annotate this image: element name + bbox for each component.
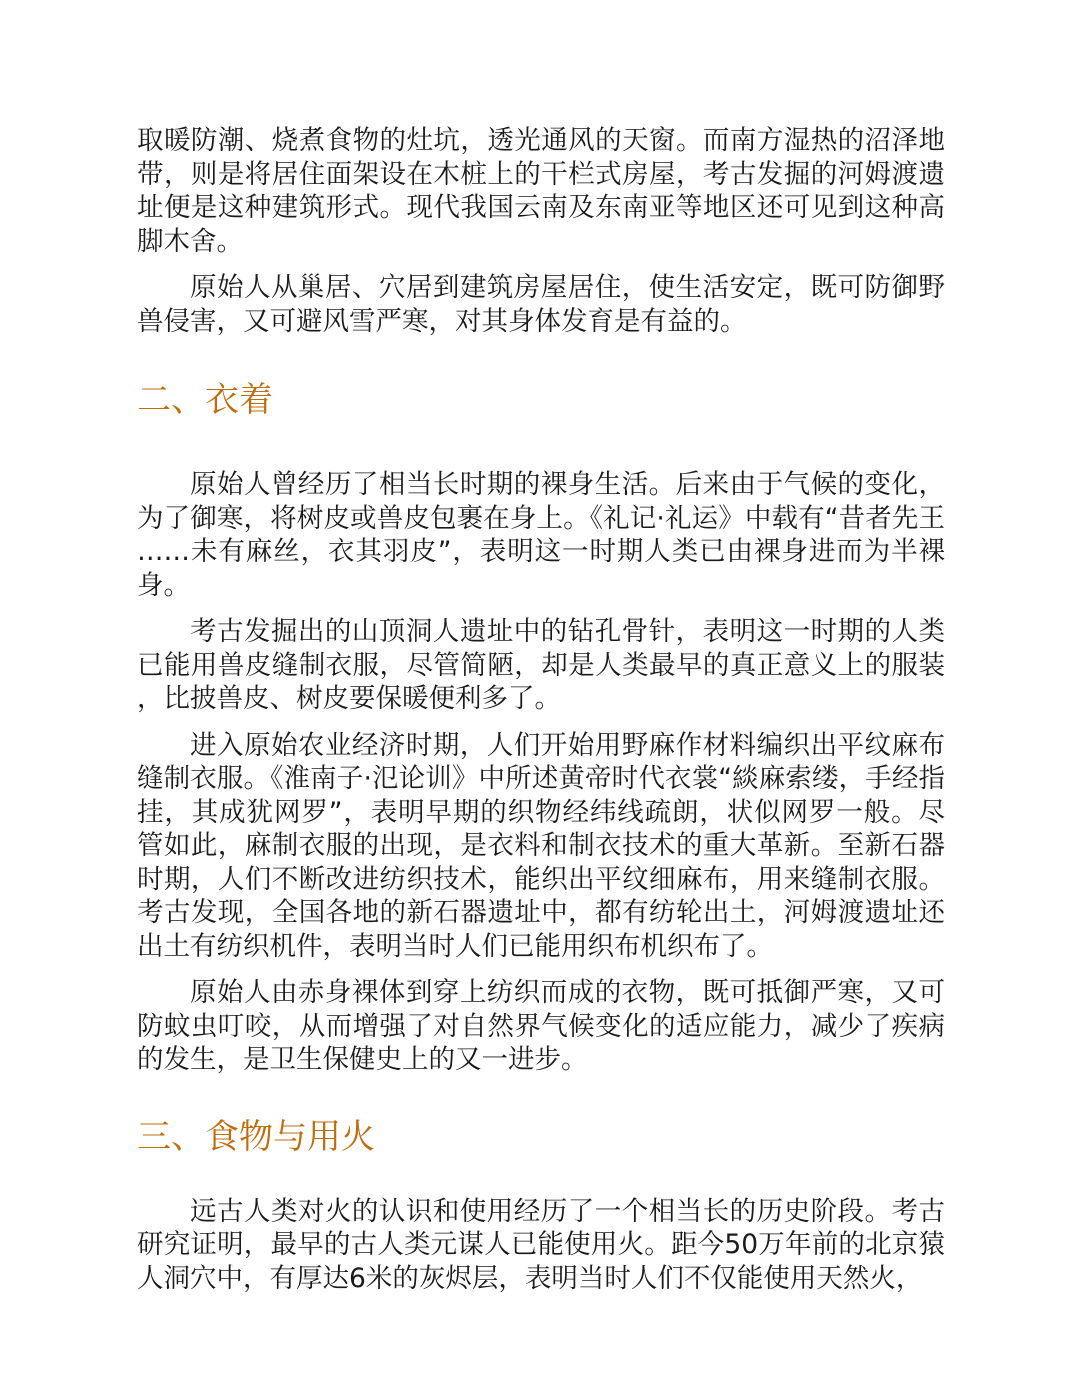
section-gap — [137, 338, 945, 380]
paragraph-clothing-4: 原始人由赤身裸体到穿上纺织而成的衣物，既可抵御严寒，又可防蚊虫叮咬，从而增强了对自然界气候变化的适应能力，减少了疾病的发生，是卫生保健史上的又一进步。 — [137, 977, 945, 1075]
paragraph-gap — [137, 716, 945, 729]
paragraph-gap — [137, 602, 945, 615]
paragraph-dwelling-summary: 原始人从巢居、穴居到建筑房屋居住，使生活安定，既可防御野兽侵害，又可避风雪严寒，对其身体发育是有益的。 — [137, 272, 945, 337]
section-gap — [137, 1077, 945, 1117]
paragraph-clothing-2: 考古发掘出的山顶洞人遗址中的钻孔骨针，表明这一时期的人类已能用兽皮缝制衣服，尽管简陋，却是人类最早的真正意义上的服装，比披兽皮、树皮要保暖便利多了。 — [137, 616, 945, 714]
paragraph-gap — [137, 963, 945, 976]
heading-gap — [137, 420, 945, 468]
paragraph-clothing-1: 原始人曾经历了相当长时期的裸身生活。后来由于气候的变化，为了御寒，将树皮或兽皮包裹在身上。《礼记·礼运》中载有“昔者先王……未有麻丝，衣其羽皮”，表明这一时期人类已由裸身进而为半裸身。 — [137, 469, 945, 601]
paragraph-clothing-3: 进入原始农业经济时期，人们开始用野麻作材料编织出平纹麻布缝制衣服。《淮南子·氾论训》中所述黄帝时代衣裳“緂麻索缕，手经指挂，其成犹网罗”，表明早期的织物经纬线疏朗，状似网罗一般。尽管如此，麻制衣服的出现，是衣料和制衣技术的重大革新。至新石器时期，人们不断改进纺织技术，能织出平纹细麻布，用来缝制衣服。考古发现，全国各地的新石器遗址中，都有纺轮出土，河姆渡遗址还出土有纺织机件，表明当时人们已能用织布机织布了。 — [137, 729, 945, 962]
document-body — [137, 124, 945, 1295]
paragraph-gap — [137, 258, 945, 271]
heading-gap — [137, 1157, 945, 1195]
section-heading-food-fire: 三、食物与用火 — [137, 1116, 375, 1157]
paragraph-dwelling-continued: 取暖防潮、烧煮食物的灶坑，透光通风的天窗。而南方湿热的沼泽地带，则是将居住面架设在木桩上的干栏式房屋，考古发掘的河姆渡遗址便是这种建筑形式。现代我国云南及东南亚等地区还可见到这种高脚木舍。 — [137, 125, 945, 257]
paragraph-food-fire-1: 远古人类对火的认识和使用经历了一个相当长的历史阶段。考古研究证明，最早的古人类元谋人已能使用火。距今50万年前的北京猿人洞穴中，有厚达6米的灰烬层，表明当时人们不仅能使用天然火， — [137, 1195, 945, 1294]
section-heading-clothing: 二、衣着 — [137, 380, 273, 420]
